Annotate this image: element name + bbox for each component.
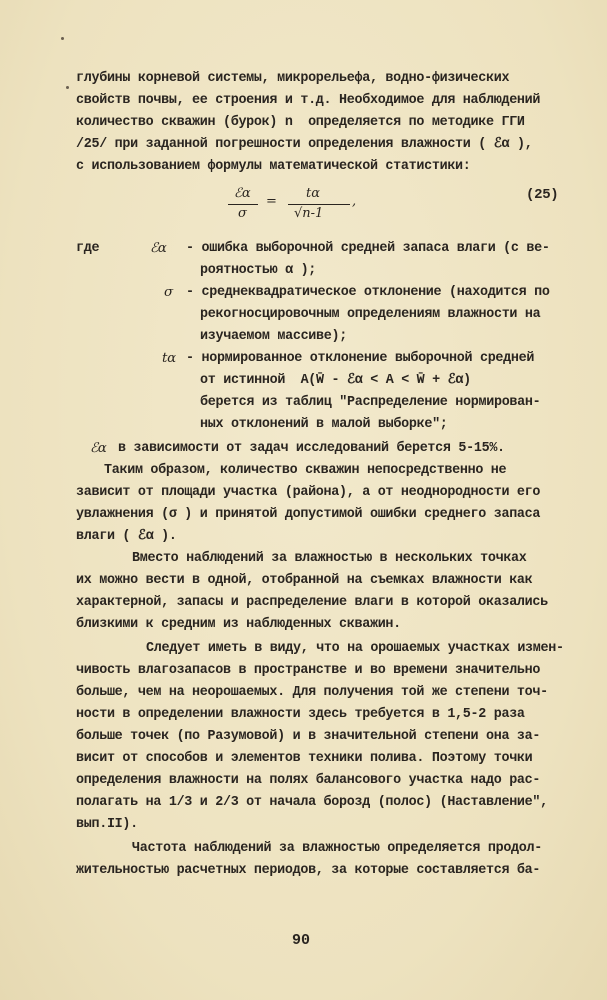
text-line: количество скважин (бурок) n определяется по методике ГГИ	[76, 115, 525, 130]
speck	[61, 37, 64, 40]
text-line: свойств почвы, ее строения и т.д. Необходимое для наблюдений	[76, 93, 541, 108]
text-line: глубины корневой системы, микрорельефа, водно-физических	[76, 71, 510, 86]
definition-line: от истинной A(W̄ - ℰα < A < W̄ + ℰα)	[200, 373, 471, 388]
equals-sign: =	[266, 194, 277, 209]
fraction-bar	[288, 204, 350, 205]
text-line: вып.II).	[76, 817, 138, 832]
text-line: увлажнения (σ ) и принятой допустимой ошибки среднего запаса	[76, 507, 541, 522]
formula-comma: ,	[352, 194, 357, 209]
definition-line: изучаемом массиве);	[200, 329, 347, 344]
text-line: ности в определении влажности здесь требуется в 1,5-2 раза	[76, 707, 525, 722]
text-line: висит от способов и элементов техники полива. Поэтому точки	[76, 751, 533, 766]
definition-line: - нормированное отклонение выборочной средней	[186, 351, 535, 366]
text-line: /25/ при заданной погрешности определения влажности ( ℰα ),	[76, 137, 533, 152]
definition-line: берется из таблиц "Распределение нормирован-	[200, 395, 541, 410]
symbol-sigma: σ	[164, 285, 173, 300]
text-line: с использованием формулы математической статистики:	[76, 159, 471, 174]
formula-lhs-numerator: ℰα	[234, 186, 251, 201]
text-line: в зависимости от задач исследований берется 5-15%.	[118, 441, 505, 456]
text-line: Вместо наблюдений за влажностью в нескольких точках	[132, 551, 527, 566]
where-label: где	[76, 241, 100, 256]
definition-line: - среднеквадратическое отклонение (находится по	[186, 285, 550, 300]
speck	[66, 86, 69, 89]
text-line: Таким образом, количество скважин непосредственно не	[104, 463, 507, 478]
page-number: 90	[292, 932, 311, 949]
definition-line: роятностью α );	[200, 263, 317, 278]
text-line: близкими к средним из наблюденных скважин.	[76, 617, 401, 632]
formula-lhs-denominator: σ	[238, 206, 247, 221]
text-line: Следует иметь в виду, что на орошаемых участках измен-	[146, 641, 564, 656]
text-line: влаги ( ℰα ).	[76, 529, 177, 544]
text-line: больше точек (по Разумовой) и в значительной степени она за-	[76, 729, 541, 744]
text-line: их можно вести в одной, отобранной на съемках влажности как	[76, 573, 533, 588]
text-line: жительностью расчетных периодов, за которые составляется ба-	[76, 863, 541, 878]
text-line: зависит от площади участка (района), а от неоднородности его	[76, 485, 541, 500]
text-line: Частота наблюдений за влажностью определяется продол-	[132, 841, 542, 856]
definition-line: ных отклонений в малой выборке";	[200, 417, 448, 432]
text-line: характерной, запасы и распределение влаги в которой оказались	[76, 595, 548, 610]
formula-rhs-denominator: √n-1	[294, 206, 324, 221]
text-line: определения влажности на полях балансового участка надо рас-	[76, 773, 541, 788]
symbol-t-alpha: tα	[162, 351, 176, 366]
definition-line: - ошибка выборочной средней запаса влаги (с ве-	[186, 241, 550, 256]
text-line: чивость влагозапасов в пространстве и во времени значительно	[76, 663, 541, 678]
fraction-bar	[228, 204, 258, 205]
equation-number: (25)	[526, 187, 559, 203]
text-line: полагать на 1/3 и 2/3 от начала борозд (полос) (Наставление",	[76, 795, 548, 810]
symbol-epsilon-alpha: ℰα	[90, 441, 107, 456]
definition-line: рекогносцировочным определениям влажности на	[200, 307, 541, 322]
text-line: больше, чем на неорошаемых. Для получения той же степени точ-	[76, 685, 548, 700]
formula-rhs-numerator: tα	[306, 186, 321, 201]
symbol-epsilon-alpha: ℰα	[150, 241, 167, 256]
